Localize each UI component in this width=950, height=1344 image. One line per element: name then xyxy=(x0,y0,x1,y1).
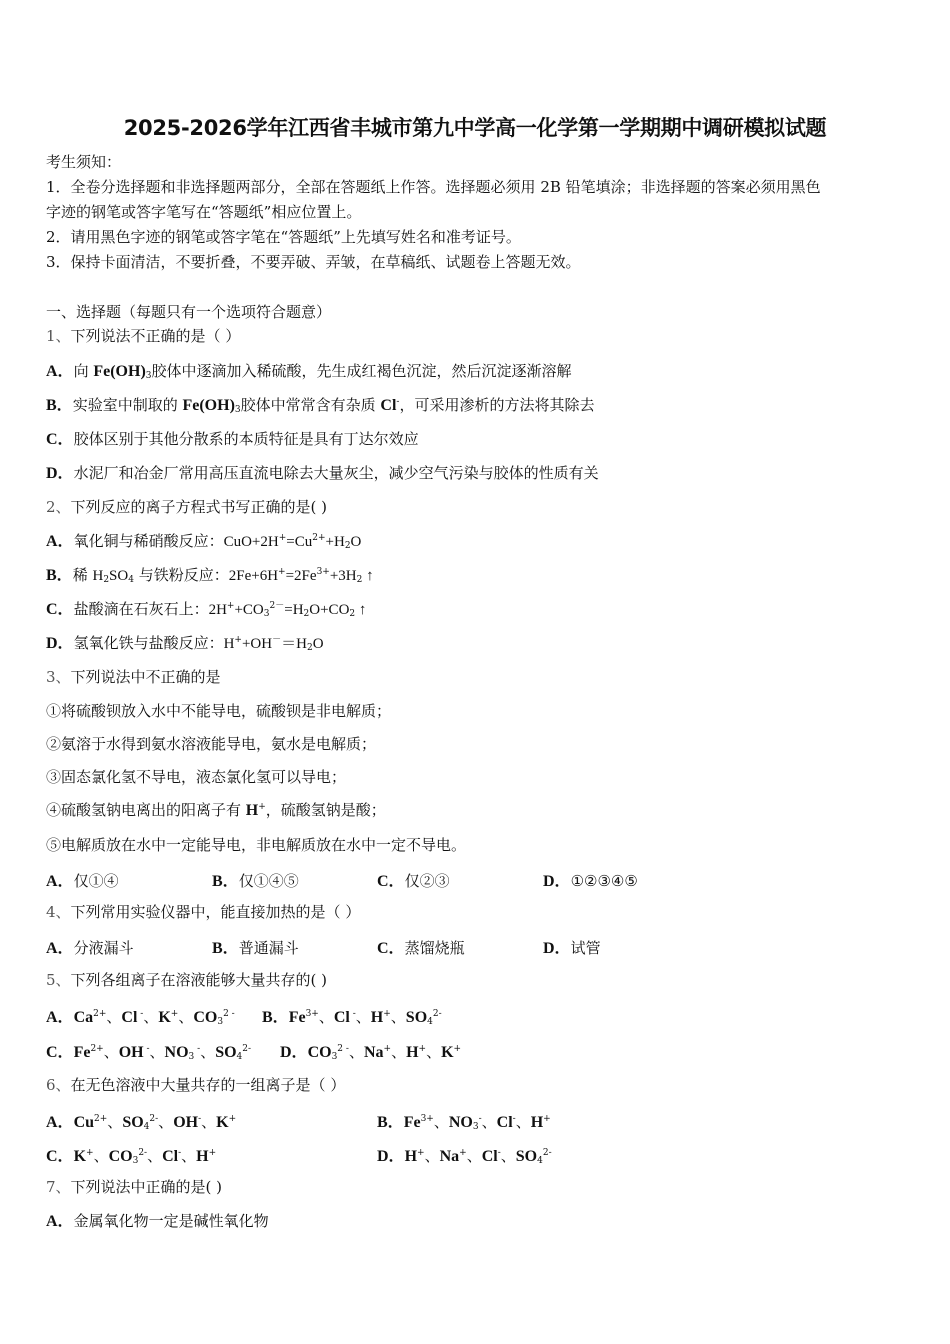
option-text: 试管 xyxy=(570,939,601,957)
option-letter: B． xyxy=(46,397,73,414)
statement-text: ①将硫酸钡放入水中不能导电，硫酸钡是非电解质； xyxy=(46,702,392,720)
page-title: 2025-2026学年江西省丰城市第九中学高一化学第一学期期中调研模拟试题 xyxy=(123,116,827,140)
question-1-stem xyxy=(46,326,240,346)
question-number: 6、 xyxy=(46,1076,71,1094)
question-number: 4、 xyxy=(46,903,71,921)
question-1-option-c[interactable] xyxy=(46,429,419,450)
question-2-stem xyxy=(46,497,327,517)
option-text: 普通漏斗 xyxy=(238,939,299,957)
statement-text: ③固态氯化氢不导电，液态氯化氢可以导电； xyxy=(46,768,347,786)
option-text: $Fe^{3+}$、$NO_3^-$、Cl-、H+ xyxy=(403,1113,551,1132)
option-letter: A． xyxy=(46,1213,74,1230)
question-text: 下列说法中不正确的是 xyxy=(70,668,221,686)
question-1-option-d[interactable] xyxy=(46,463,599,484)
option-letter: B． xyxy=(46,567,73,584)
question-3-option-a[interactable] xyxy=(46,868,119,891)
notice-heading: 考生须知： xyxy=(46,153,122,171)
option-letter: B． xyxy=(212,873,239,890)
question-number: 5、 xyxy=(46,971,71,989)
question-6-option-b[interactable] xyxy=(377,1109,551,1132)
question-3-statement-2 xyxy=(46,734,376,754)
option-text: K+、$CO_3^{2-}$、Cl-、H+ xyxy=(73,1147,217,1166)
question-number: 2、 xyxy=(46,498,71,516)
question-text: 下列常用实验仪器中，能直接加热的是（ ） xyxy=(70,903,361,921)
question-4-option-b[interactable] xyxy=(212,935,299,958)
question-5-option-c[interactable] xyxy=(46,1039,251,1062)
option-text: $Ca^{2+}$、Cl -、K+、$CO_3^{2 -}$ xyxy=(73,1008,235,1027)
option-letter: C． xyxy=(46,601,74,618)
option-letter: D． xyxy=(280,1044,308,1061)
question-text: 在无色溶液中大量共存的一组离子是（ ） xyxy=(70,1076,346,1094)
question-text: 下列说法不正确的是（ ） xyxy=(70,327,241,345)
question-1-option-a[interactable] xyxy=(46,361,572,382)
option-letter: A． xyxy=(46,940,74,957)
question-number: 3、 xyxy=(46,668,71,686)
option-letter: D． xyxy=(543,940,571,957)
question-2-option-a[interactable] xyxy=(46,531,361,552)
question-3-option-b[interactable] xyxy=(212,868,299,891)
question-2-option-c[interactable] xyxy=(46,599,366,620)
notice-line: 3．保持卡面清洁，不要折叠，不要弄破、弄皱，在草稿纸、试题卷上答题无效。 xyxy=(46,253,581,271)
option-text: $CO_3^{2 -}$、Na+、H+、K+ xyxy=(307,1043,462,1062)
question-4-option-d[interactable] xyxy=(543,935,601,958)
option-text: 分液漏斗 xyxy=(73,939,134,957)
question-4-stem xyxy=(46,902,360,922)
notice-line: 2．请用黑色字迹的钢笔或答字笔在“答题纸”上先填写姓名和准考证号。 xyxy=(46,228,521,246)
question-3-statement-1 xyxy=(46,701,391,721)
option-letter: C． xyxy=(46,1044,74,1061)
option-letter: B． xyxy=(212,940,239,957)
option-letter: C． xyxy=(46,1148,74,1165)
question-3-statement-4 xyxy=(46,800,386,821)
question-6-option-a[interactable] xyxy=(46,1109,236,1132)
option-letter: D． xyxy=(46,635,74,652)
question-4-option-c[interactable] xyxy=(377,935,465,958)
option-letter: A． xyxy=(46,363,74,380)
section-heading: 一、选择题（每题只有一个选项符合题意） xyxy=(46,303,332,321)
option-letter: C． xyxy=(46,431,74,448)
question-text: 下列说法中正确的是( ) xyxy=(70,1178,223,1196)
option-text: $Fe^{3+}$、Cl -、H+、$SO_4^{2-}$ xyxy=(288,1008,442,1027)
option-letter: D． xyxy=(46,465,74,482)
question-6-option-d[interactable] xyxy=(377,1143,552,1166)
question-3-option-d[interactable] xyxy=(543,868,638,891)
question-3-statement-3 xyxy=(46,767,346,787)
option-text: 氢氧化铁与盐酸反应：$H^++OH^-=H_2O$ xyxy=(73,634,324,653)
option-text: ①②③④⑤ xyxy=(570,872,638,890)
statement-text: ②氨溶于水得到氨水溶液能导电，氨水是电解质； xyxy=(46,735,377,753)
option-text: 稀 $H_2SO_4$ 与铁粉反应：$2Fe+6H^+=2Fe^{3+}+3H_2$ ↑ xyxy=(72,566,374,585)
option-text: 水泥厂和冶金厂常用高压直流电除去大量灰尘，减少空气污染与胶体的性质有关 xyxy=(73,464,599,482)
question-1-option-b[interactable] xyxy=(46,395,594,416)
option-letter: D． xyxy=(543,873,571,890)
option-text: 盐酸滴在石灰石上：$2H^++CO_3^{2-}=H_2O+CO_2$ ↑ xyxy=(73,600,367,619)
option-text: 实验室中制取的 $Fe(OH)_3$胶体中常常含有杂质 Cl-，可采用渗析的方法将其除去 xyxy=(72,396,595,415)
option-letter: D． xyxy=(377,1148,405,1165)
notice-line: 字迹的钢笔或答字笔写在“答题纸”相应位置上。 xyxy=(46,203,362,221)
question-5-option-d[interactable] xyxy=(280,1039,461,1062)
option-text: $Cu^{2+}$、$SO_4^{2-}$、OH-、K+ xyxy=(73,1113,237,1132)
option-letter: A． xyxy=(46,873,74,890)
option-text: 胶体区别于其他分散系的本质特征是具有丁达尔效应 xyxy=(73,430,419,448)
question-2-option-d[interactable] xyxy=(46,633,324,654)
option-text: H+、Na+、Cl-、$SO_4^{2-}$ xyxy=(404,1147,552,1166)
question-7-option-a[interactable] xyxy=(46,1211,269,1232)
question-text: 下列反应的离子方程式书写正确的是( ) xyxy=(70,498,328,516)
statement-text: ④硫酸氢钠电离出的阳离子有 H+，硫酸氢钠是酸； xyxy=(46,801,386,819)
option-letter: A． xyxy=(46,1009,74,1026)
question-3-stem xyxy=(46,667,221,687)
option-text: 金属氧化物一定是碱性氧化物 xyxy=(73,1212,269,1230)
option-letter: A． xyxy=(46,533,74,550)
option-text: 仅①④⑤ xyxy=(238,872,299,890)
question-6-stem xyxy=(46,1075,345,1095)
option-text: 蒸馏烧瓶 xyxy=(404,939,465,957)
option-letter: B． xyxy=(377,1114,404,1131)
option-letter: A． xyxy=(46,1114,74,1131)
question-3-statement-5 xyxy=(46,835,466,855)
question-7-stem xyxy=(46,1177,222,1197)
question-2-option-b[interactable] xyxy=(46,565,374,586)
question-5-option-a[interactable] xyxy=(46,1004,235,1027)
question-6-option-c[interactable] xyxy=(46,1143,216,1166)
option-letter: C． xyxy=(377,940,405,957)
question-number: 7、 xyxy=(46,1178,71,1196)
option-text: $Fe^{2+}$、OH -、$NO_3$ -、$SO_4^{2-}$ xyxy=(73,1043,252,1062)
option-text: 氧化铜与稀硝酸反应：$CuO+2H^+=Cu^{2+}+H_2O$ xyxy=(73,532,362,551)
statement-text: ⑤电解质放在水中一定能导电，非电解质放在水中一定不导电。 xyxy=(46,836,467,854)
option-text: 向 $Fe(OH)_3$胶体中逐滴加入稀硫酸，先生成红褐色沉淀，然后沉淀逐渐溶解 xyxy=(73,362,572,381)
question-number: 1、 xyxy=(46,327,71,345)
question-5-option-b[interactable] xyxy=(262,1004,442,1027)
option-letter: C． xyxy=(377,873,405,890)
question-3-option-c[interactable] xyxy=(377,868,450,891)
option-text: 仅②③ xyxy=(404,872,450,890)
option-text: 仅①④ xyxy=(73,872,119,890)
notice-line: 1．全卷分选择题和非选择题两部分，全部在答题纸上作答。选择题必须用 2B 铅笔填涂；非选择题的答案必须用黑色 xyxy=(46,178,821,196)
question-text: 下列各组离子在溶液能够大量共存的( ) xyxy=(70,971,328,989)
question-4-option-a[interactable] xyxy=(46,935,134,958)
question-5-stem xyxy=(46,970,327,990)
option-letter: B． xyxy=(262,1009,289,1026)
